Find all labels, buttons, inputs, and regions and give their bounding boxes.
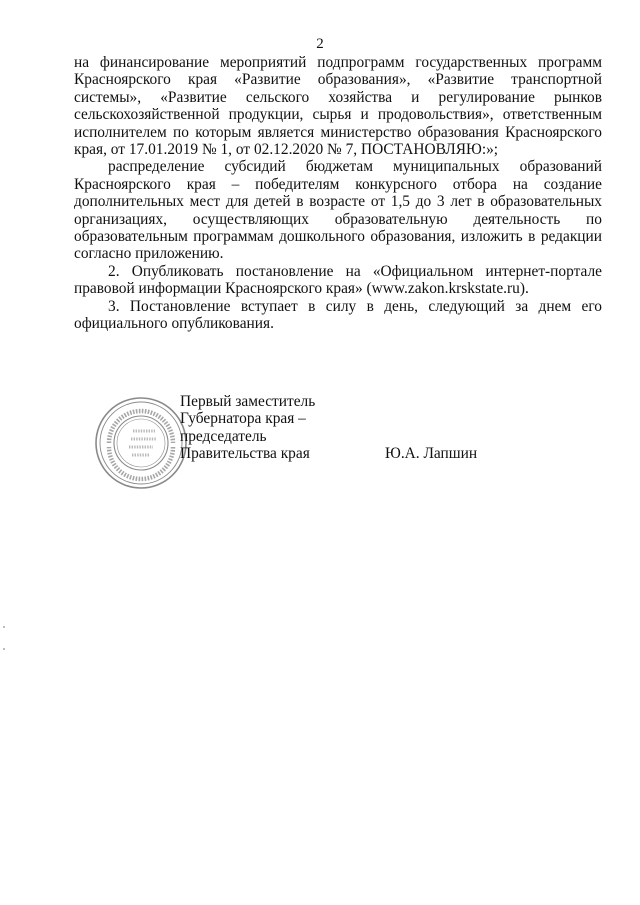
signer-name: Ю.А. Лапшин [385,445,478,462]
document-body [74,54,602,333]
scan-mark [3,648,5,650]
signature-block [0,391,640,511]
page-number: 2 [316,36,324,52]
signer-title-line: Первый заместитель [180,393,316,410]
signer-title-line: председатель [180,427,267,445]
paragraph-item-3-effective-date: 3. Постановление вступает в силу в день, следующий за днем его официального опубликования. [74,297,602,333]
signer-title [180,393,315,463]
paragraph-subsidy-distribution: распределение субсидий бюджетам муниципальных образований Красноярского края – победителям конкурсного отбора на создание дополнительных мест для детей в возрасте от 1,5 до 3 лет в образовательных организациях, осуществляющих образовательную деятельность по образовательным программам дошкольного образования, изложить в редакции согласно приложению. [74,158,602,263]
signer-title-line: Губернатора края – [180,410,306,428]
paragraph-item-2-publication: 2. Опубликовать постановление на «Официальном интернет-портале правовой информации Красноярского края» (www.zakon.krskstate.ru). [74,262,602,298]
signer-title-line: Правительства края [180,445,310,463]
paragraph-continuation: на финансирование мероприятий подпрограмм государственных программ Красноярского края «Развитие образования», «Развитие транспортной системы», «Развитие сельского хозяйства и регулирование рынков сельскохозяйственной продукции, сырья и продовольствия», ответственным исполнителем по которым является министерство образования Красноярского края, от 17.01.2019 № 1, от 02.12.2020 № 7, ПОСТАНОВЛЯЮ:»; [74,54,602,159]
scan-mark [3,626,5,628]
